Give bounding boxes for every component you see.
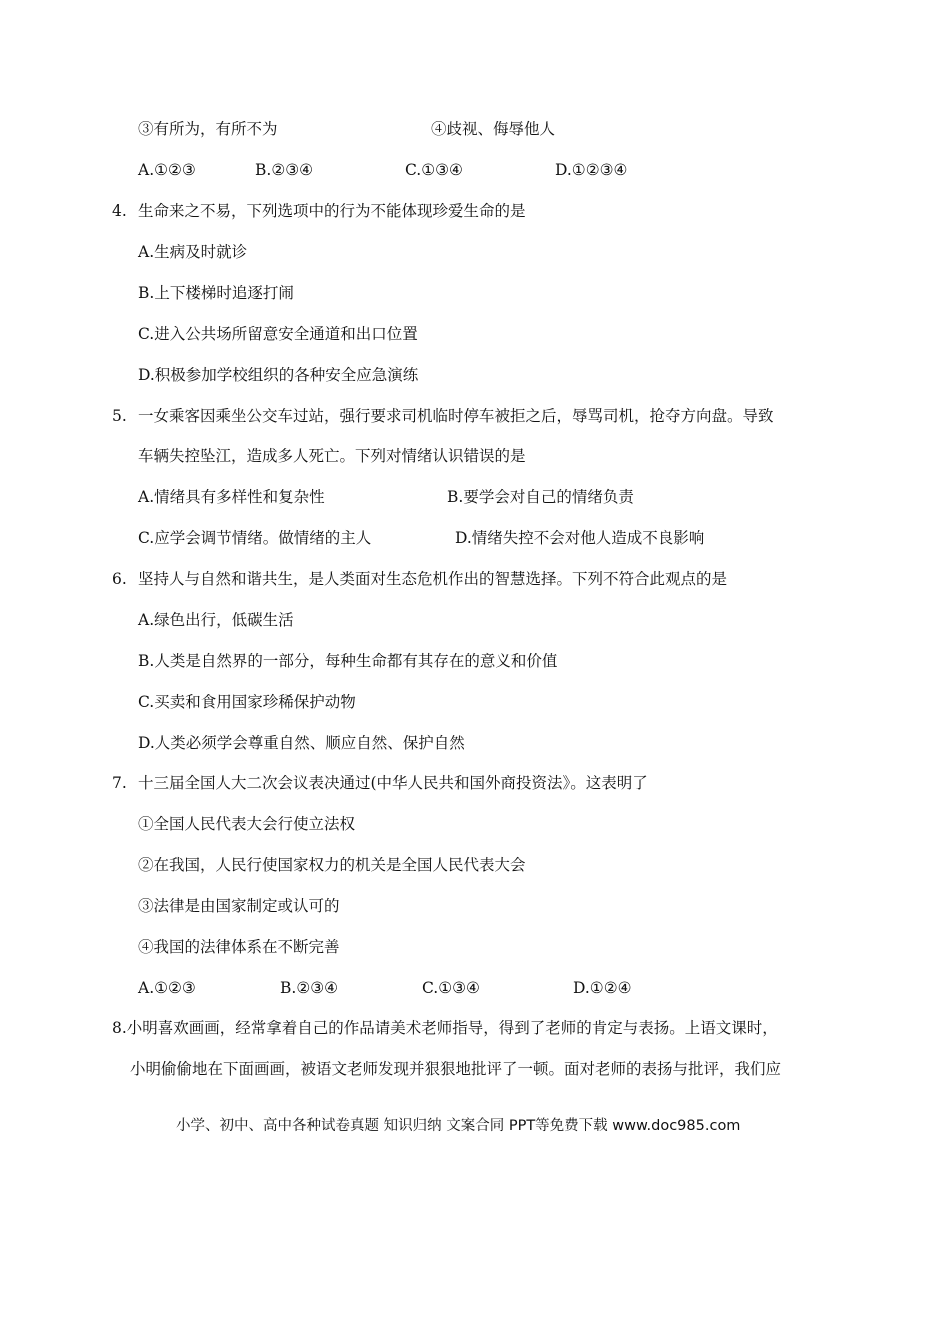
q5-stem-line-2: 车辆失控坠江，造成多人死亡。下列对情绪认识错误的是 <box>138 447 526 465</box>
q4-option-a: A.生病及时就诊 <box>138 243 248 261</box>
page-footer: 小学、初中、高中各种试卷真题 知识归纳 文案合同 PPT等免费下载 www.doc985.com <box>176 1118 741 1134</box>
q5-option-a: A.情绪具有多样性和复杂性 <box>138 488 325 506</box>
q5-stem-line-1: 一女乘客因乘坐公交车过站，强行要求司机临时停车被拒之后，辱骂司机，抢夺方向盘。导致 <box>138 407 774 425</box>
q3-option-a: A.①②③ <box>138 161 196 179</box>
q7-option-b: B.②③④ <box>280 979 339 997</box>
q8-stem-line-2: 小明偷偷地在下面画画，被语文老师发现并狠狠地批评了一顿。面对老师的表扬与批评，我们应 <box>130 1060 782 1078</box>
q6-option-b: B.人类是自然界的一部分，每种生命都有其存在的意义和价值 <box>138 652 558 670</box>
q3-option-b: B.②③④ <box>255 161 314 179</box>
q6-option-a: A.绿色出行，低碳生活 <box>138 611 294 629</box>
q4-option-c: C.进入公共场所留意安全通道和出口位置 <box>138 325 418 343</box>
q3-option-d: D.①②③④ <box>555 161 628 179</box>
q6-number: 6. <box>112 570 127 588</box>
q7-option-c: C.①③④ <box>422 979 480 997</box>
q7-number: 7. <box>112 774 127 792</box>
q6-option-c: C.买卖和食用国家珍稀保护动物 <box>138 693 356 711</box>
q4-number: 4. <box>112 202 127 220</box>
q7-statement-3: ③法律是由国家制定或认可的 <box>138 897 340 915</box>
q8-stem-line-1: 8.小明喜欢画画，经常拿着自己的作品请美术老师指导，得到了老师的肯定与表扬。上语文课时， <box>112 1019 778 1037</box>
q5-number: 5. <box>112 407 127 425</box>
q3-statement-3: ③有所为，有所不为 <box>138 120 278 138</box>
q4-stem: 生命来之不易，下列选项中的行为不能体现珍爱生命的是 <box>138 202 526 220</box>
q5-option-d: D.情绪失控不会对他人造成不良影响 <box>455 529 705 547</box>
q5-option-b: B.要学会对自己的情绪负责 <box>447 488 634 506</box>
q3-statement-4: ④歧视、侮辱他人 <box>431 120 556 138</box>
q7-stem: 十三届全国人大二次会议表决通过(中华人民共和国外商投资法》。这表明了 <box>138 774 648 792</box>
q7-statement-1: ①全国人民代表大会行使立法权 <box>138 815 356 833</box>
q7-option-d: D.①②④ <box>573 979 632 997</box>
q6-stem: 坚持人与自然和谐共生，是人类面对生态危机作出的智慧选择。下列不符合此观点的是 <box>138 570 728 588</box>
q4-option-d: D.积极参加学校组织的各种安全应急演练 <box>138 366 419 384</box>
q6-option-d: D.人类必须学会尊重自然、顺应自然、保护自然 <box>138 734 465 752</box>
q3-option-c: C.①③④ <box>405 161 463 179</box>
q5-option-c: C.应学会调节情绪。做情绪的主人 <box>138 529 372 547</box>
q7-statement-2: ②在我国，人民行使国家权力的机关是全国人民代表大会 <box>138 856 526 874</box>
q7-option-a: A.①②③ <box>138 979 196 997</box>
q4-option-b: B.上下楼梯时追逐打闹 <box>138 284 294 302</box>
q7-statement-4: ④我国的法律体系在不断完善 <box>138 938 340 956</box>
